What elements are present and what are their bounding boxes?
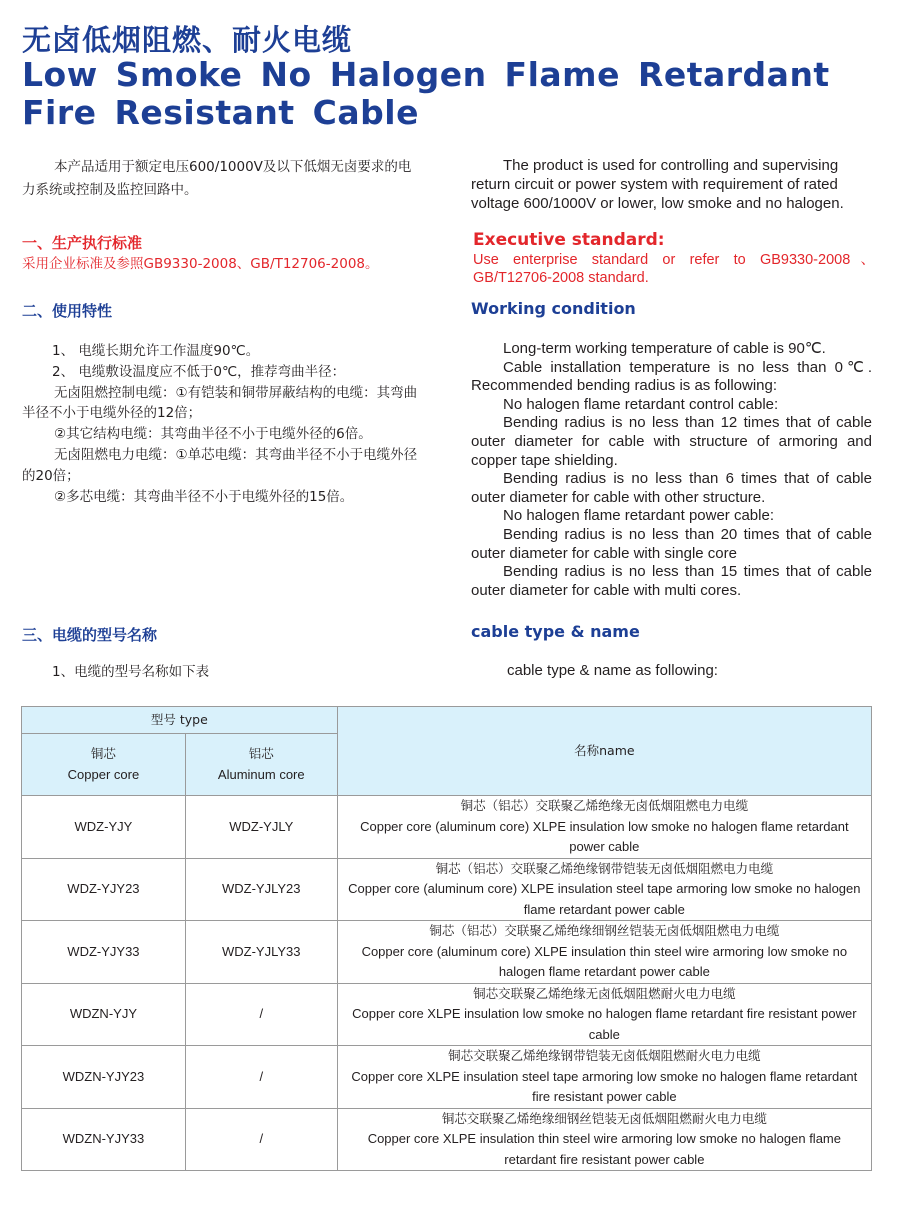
copper-model: WDZ-YJY33: [22, 921, 186, 984]
cable-type-table: [21, 706, 872, 1171]
aluminum-core-en: Aluminum core: [217, 766, 305, 782]
copper-model: WDZ-YJY: [22, 796, 186, 859]
aluminum-model: /: [185, 1108, 337, 1171]
copper-core-cn: 铜芯: [90, 746, 116, 761]
cable-name: [337, 858, 871, 921]
aluminum-model: /: [185, 1046, 337, 1109]
section1-text-en: Use enterprise standard or refer to GB9330-2008、GB/T12706-2008 standard.: [473, 252, 875, 286]
cable-name: [337, 983, 871, 1046]
condition-en-1: Long-term working temperature of cable is 90℃.: [503, 340, 826, 357]
cable-name: [337, 796, 871, 859]
cable-name-en: Copper core XLPE insulation low smoke no halogen flame retardant fire resistant power cable: [352, 1006, 857, 1042]
intro-text-cn: 本产品适用于额定电压600/1000V及以下低烟无卤要求的电力系统或控制及监控回路中。: [22, 159, 412, 198]
aluminum-model: /: [185, 983, 337, 1046]
condition-cn-3: 无卤阻燃控制电缆：①有铠装和铜带屏蔽结构的电缆：其弯曲半径不小于电缆外径的12倍；: [22, 384, 418, 422]
cable-name: [337, 921, 871, 984]
cable-name-cn: 铜芯（铝芯）交联聚乙烯绝缘钢带铠装无卤低烟阻燃电力电缆: [435, 860, 774, 876]
section2-heading-en: Working condition: [471, 299, 636, 318]
cable-name-en: Copper core XLPE insulation steel tape armoring low smoke no halogen flame retardant fire resistant power cable: [351, 1068, 858, 1104]
aluminum-model: WDZ-YJLY23: [185, 858, 337, 921]
cable-name-cn: 铜芯（铝芯）交联聚乙烯绝缘无卤低烟阻燃电力电缆: [460, 798, 749, 813]
copper-model: WDZ-YJY23: [22, 858, 186, 921]
copper-core-header: [22, 734, 186, 796]
page-title-en: Low Smoke No Halogen Flame Retardant Fire Resistant Cable: [22, 55, 830, 132]
aluminum-model: WDZ-YJLY33: [185, 921, 337, 984]
copper-core-en: Copper core: [67, 766, 140, 782]
section3-sub-en: cable type & name as following:: [507, 662, 718, 679]
conditions-list-en: [471, 340, 872, 600]
section3-heading-en: cable type & name: [471, 622, 640, 641]
section3-heading-cn: 三、电缆的型号名称: [22, 626, 158, 644]
copper-model: WDZN-YJY33: [22, 1108, 186, 1171]
table-row: [22, 1108, 872, 1171]
condition-en-7: Bending radius is no less than 20 times that of cable outer diameter for cable with single core: [471, 525, 872, 562]
condition-cn-5: 无卤阻燃电力电缆：①单芯电缆：其弯曲半径不小于电缆外径的20倍；: [22, 446, 418, 484]
page-title-cn: 无卤低烟阻燃、耐火电缆: [22, 23, 353, 57]
cable-name: [337, 1108, 871, 1171]
section2-heading-cn: 二、使用特性: [22, 302, 113, 320]
intro-text-en: The product is used for controlling and supervising return circuit or power system with requirement of rated voltage 600/1000V or lower, low smoke and no halogen.: [471, 157, 844, 212]
aluminum-core-header: [185, 734, 337, 796]
cable-name: [337, 1046, 871, 1109]
aluminum-core-cn: 铝芯: [248, 746, 274, 761]
table-row: [22, 858, 872, 921]
cable-name-en: Copper core (aluminum core) XLPE insulation thin steel wire armoring low smoke no halogen flame retardant power cable: [361, 943, 848, 979]
conditions-list-cn: [22, 341, 424, 507]
section1-heading-cn: 一、生产执行标准: [22, 234, 143, 252]
condition-cn-4: ②其它结构电缆：其弯曲半径不小于电缆外径的6倍。: [54, 426, 372, 443]
copper-model: WDZN-YJY: [22, 983, 186, 1046]
copper-model: WDZN-YJY23: [22, 1046, 186, 1109]
table-row: [22, 921, 872, 984]
condition-en-3: No halogen flame retardant control cable:: [503, 395, 779, 413]
name-header: 名称name: [337, 707, 871, 796]
table-row: [22, 796, 872, 859]
table-header-row: [22, 707, 872, 734]
table-row: [22, 1046, 872, 1109]
section1-text-cn: 采用企业标准及参照GB9330-2008、GB/T12706-2008。: [22, 256, 379, 272]
cable-name-cn: 铜芯交联聚乙烯绝缘钢带铠装无卤低烟阻燃耐火电力电缆: [448, 1048, 761, 1063]
aluminum-model: WDZ-YJLY: [185, 796, 337, 859]
type-header: 型号 type: [22, 707, 338, 734]
condition-cn-6: ②多芯电缆：其弯曲半径不小于电缆外径的15倍。: [54, 488, 354, 505]
condition-en-6: No halogen flame retardant power cable:: [503, 507, 774, 525]
cable-name-en: Copper core (aluminum core) XLPE insulation low smoke no halogen flame retardant power cable: [360, 818, 849, 854]
cable-name-cn: 铜芯交联聚乙烯绝缘无卤低烟阻燃耐火电力电缆: [473, 985, 736, 1001]
cable-name-cn: 铜芯（铝芯）交联聚乙烯绝缘细钢丝铠装无卤低烟阻燃电力电缆: [429, 923, 780, 938]
condition-en-2: Cable installation temperature is no less than 0℃. Recommended bending radius is as following:: [471, 358, 872, 395]
cable-name-cn: 铜芯交联聚乙烯绝缘细钢丝铠装无卤低烟阻燃耐火电力电缆: [441, 1110, 767, 1126]
condition-en-8: Bending radius is no less than 15 times that of cable outer diameter for cable with multi cores.: [471, 563, 872, 599]
condition-cn-1: 1、 电缆长期允许工作温度90℃。: [52, 343, 260, 359]
condition-cn-2: 2、 电缆敷设温度应不低于0℃，推荐弯曲半径：: [52, 363, 346, 380]
section3-sub-cn: 1、电缆的型号名称如下表: [52, 664, 210, 680]
condition-en-4: Bending radius is no less than 12 times that of cable outer diameter for cable with structure of armoring and copper tape shielding.: [471, 414, 872, 469]
section1-heading-en: Executive standard:: [473, 230, 665, 250]
cable-name-en: Copper core XLPE insulation thin steel wire armoring low smoke no halogen flame retardant fire resistant power cable: [367, 1131, 841, 1167]
cable-name-en: Copper core (aluminum core) XLPE insulation steel tape armoring low smoke no halogen flame retardant power cable: [348, 881, 861, 917]
condition-en-5: Bending radius is no less than 6 times that of cable outer diameter for cable with other structure.: [471, 470, 872, 506]
table-row: [22, 983, 872, 1046]
